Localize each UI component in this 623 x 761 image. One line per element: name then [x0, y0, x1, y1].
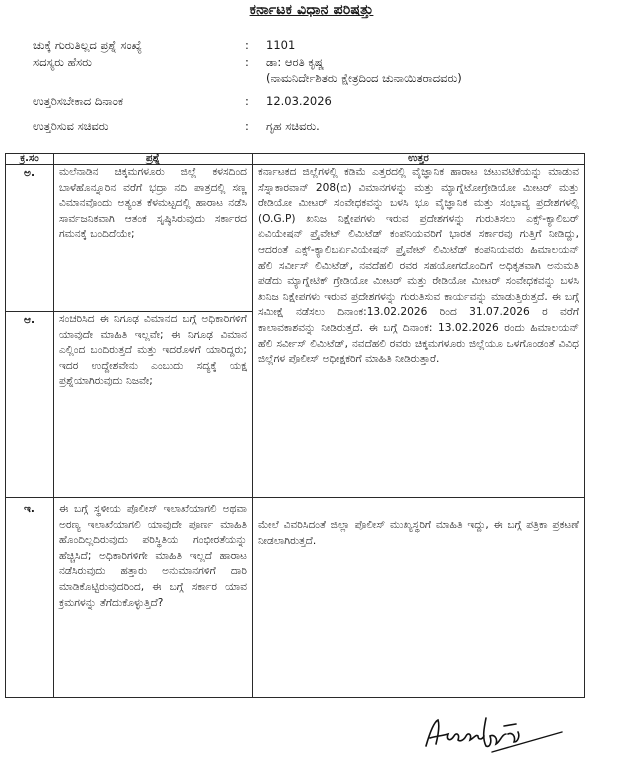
- meta-row-minister: [33, 119, 593, 135]
- signature-icon: [420, 712, 570, 758]
- page-title: ಕರ್ನಾಟಕ ವಿಧಾನ ಪರಿಷತ್ತು: [249, 2, 374, 18]
- meta-label: ಉತ್ತರಿಸಬೇಕಾದ ದಿನಾಂಕ: [33, 94, 123, 108]
- meta-label: ಚುಕ್ಕೆ ಗುರುತಿಲ್ಲದ ಪ್ರಶ್ನೆ ಸಂಖ್ಯೆ: [33, 38, 142, 52]
- table-header-row: [6, 154, 585, 165]
- meta-value-constituency: (ನಾಮನಿರ್ದೇಶಿತರು ಕ್ಷೇತ್ರದಿಂದ ಚುನಾಯಿತರಾದವರು): [266, 71, 462, 85]
- header-question: ಪ್ರಶ್ನೆ: [54, 154, 253, 165]
- meta-label: ಉತ್ತರಿಸುವ ಸಚಿವರು: [33, 119, 109, 133]
- meta-label: ಸದಸ್ಯರು ಹೆಸರು: [33, 55, 92, 69]
- meta-colon: :: [245, 94, 249, 108]
- meta-colon: :: [245, 38, 249, 52]
- row-question: ಈ ಬಗ್ಗೆ ಸ್ಥಳೀಯ ಪೊಲೀಸ್ ಇಲಾಖೆಯಾಗಲಿ ಅಥವಾ ಅರಣ್ಯ ಇಲಾಖೆಯಾಗಲಿ ಯಾವುದೇ ಪೂರ್ಣ ಮಾಹಿತಿ ಹೊಂದಿಲ್ಲದಿರುವುದು ಪರಿಸ್ಥಿತಿಯ ಗಂಭೀರತೆಯನ್ನು ಹೆಚ್ಚಿಸಿದೆ; ಅಧಿಕಾರಿಗಳಿಗೇ ಮಾಹಿತಿ ಇಲ್ಲದೆ ಹಾರಾಟ ನಡೆಸಿರುವುದು ಹತ್ತಾರು ಅನುಮಾನಗಳಿಗೆ ದಾರಿ ಮಾಡಿಕೊಟ್ಟಿರುವುದರಿಂದ, ಈ ಬಗ್ಗೆ ಸರ್ಕಾರ ಯಾವ ಕ್ರಮಗಳನ್ನು ತೆಗೆದುಕೊಳ್ಳುತ್ತಿದೆ?: [54, 498, 253, 698]
- meta-value: ಡಾ: ಆರತಿ ಕೃಷ್ಣ: [266, 55, 325, 69]
- header-serial: ಕ್ರ.ಸಂ: [6, 154, 54, 165]
- row-serial: ಅ.: [6, 165, 54, 312]
- meta-value: 1101: [266, 38, 296, 52]
- meta-row-question-number: [33, 38, 593, 54]
- meta-value: ಗೃಹ ಸಚಿವರು.: [266, 119, 320, 133]
- header-answer: ಉತ್ತರ: [253, 154, 585, 165]
- table-row: [6, 165, 585, 312]
- meta-colon: :: [245, 55, 249, 69]
- row-answer: ಮೇಲೆ ವಿವರಿಸಿದಂತೆ ಜಿಲ್ಲಾ ಪೊಲೀಸ್ ಮುಖ್ಯಸ್ಥರಿಗೆ ಮಾಹಿತಿ ಇದ್ದು, ಈ ಬಗ್ಗೆ ಪತ್ರಿಕಾ ಪ್ರಕಟಣೆ ನೀಡಲಾಗಿರುತ್ತದೆ.: [253, 498, 585, 698]
- meta-colon: :: [245, 119, 249, 133]
- meta-row-member-name: [33, 55, 593, 87]
- row-question: ಮಲೆನಾಡಿನ ಚಿಕ್ಕಮಗಳೂರು ಜಿಲ್ಲೆ ಕಳಸದಿಂದ ಬಾಳೆಹೊನ್ನೂರಿನ ವರೆಗೆ ಭದ್ರಾ ನದಿ ಪಾತ್ರದಲ್ಲಿ ಸಣ್ಣ ವಿಮಾನವೊಂದು ಅತ್ಯಂತ ಕೆಳಮಟ್ಟದಲ್ಲಿ ಹಾರಾಟ ನಡೆಸಿ ಸಾರ್ವಜನಿಕವಾಗಿ ಆತಂಕ ಸೃಷ್ಠಿಸಿರುವುದು ಸರ್ಕಾರದ ಗಮನಕ್ಕೆ ಬಂದಿದೆಯೇ;: [54, 165, 253, 312]
- row-answer: ಕರ್ನಾಟಕದ ಜಿಲ್ಲೆಗಳಲ್ಲಿ ಕಡಿಮೆ ಎತ್ತರದಲ್ಲಿ ವೈಜ್ಞಾನಿಕ ಹಾರಾಟ ಚಟುವಟಿಕೆಯನ್ನು ಮಾಡುವ ಸೆಸ್ನಾಕಾರವಾನ್ 208(ಬಿ) ವಿಮಾನಗಳನ್ನು ಮತ್ತು ಮ್ಯಾಗ್ನೆಟೋಗ್ರೇಡಿಯೋ ಮೀಟರ್ ಮತ್ತು ರೇಡಿಯೋ ಮೀಟರ್ ಸಂವೇಧಕವನ್ನು ಬಳಸಿ ಭೂ ವೈಜ್ಞಾನಿಕ ಮತ್ತು ಸಂಭಾವ್ಯ ಪ್ರದೇಶಗಳಲ್ಲಿ (O.G.P) ಖನಿಜ ನಿಕ್ಷೇಪಗಳು ಇರುವ ಪ್ರದೇಶಗಳನ್ನು ಗುರುತಿಸಲು ಎಕ್ಸ್-ಕ್ಯಾಲಿಬರ್ ಏವಿಯೇಷನ್ ಪ್ರೈವೇಟ್ ಲಿಮಿಟೆಡ್ ಕಂಪನಿಯವರಿಗೆ ಭಾರತ ಸರ್ಕಾರವು ಗುತ್ತಿಗೆ ನೀಡಿದ್ದು, ಆದರಂತೆ ಎಕ್ಸ್-ಕ್ಯಾಲಿಬರ್ಏವಿಯೇಷನ್ ಪ್ರೈವೇಟ್ ಲಿಮಿಟೆಡ್ ಕಂಪನಿಯವರು ಹಿಮಾಲಯನ್ ಹೆಲಿ ಸರ್ವೀಸ್ ಲಿಮಿಟೆಡ್, ನವದೆಹಲಿ ರವರ ಸಹಯೋಗದೊಂದಿಗೆ ಅಧಿಕೃತವಾಗಿ ಅನುಮತಿ ಪಡೆದು ಮ್ಯಾಗ್ನೇಟಿಕ್ ಗ್ರೇಡಿಯೋ ಮೀಟರ್ ಮತ್ತು ರೇಡಿಯೋ ಮೀಟರ್ ಸಂವೇಧಕವನ್ನು ಬಳಸಿ ಖನಿಜ ನಿಕ್ಷೇಪಗಳು ಇರುವ ಪ್ರದೇಶಗಳನ್ನು ಗುರುತಿಸುವ ಕಾರ್ಯವನ್ನು ಮಾಡುತ್ತಿರುತ್ತದೆ. ಈ ಬಗ್ಗೆ ಸಮೀಕ್ಷೆ ನಡೆಸಲು ದಿನಾಂಕ:13.02.2026 ರಿಂದ 31.07.2026 ರ ವರೆಗೆ ಕಾಲಾವಕಾಶವನ್ನು ನೀಡಿರುತ್ತದೆ. ಈ ಬಗ್ಗೆ ದಿನಾಂಕ: 13.02.2026 ರಂದು ಹಿಮಾಲಯನ್ ಹೆಲಿ ಸರ್ವೀಸ್ ಲಿಮಿಟೆಡ್, ನವದೆಹಲಿ ರವರು ಚಿಕ್ಕಮಗಳೂರು ಜಿಲ್ಲೆಯೂ ಒಳಗೊಂಡಂತೆ ವಿವಿಧ ಜಿಲ್ಲೆಗಳ ಪೊಲೀಸ್ ಅಧೀಕ್ಷಕರಿಗೆ ಮಾಹಿತಿ ನೀಡಿರುತ್ತಾರೆ.: [253, 165, 585, 498]
- meta-value: 12.03.2026: [266, 94, 332, 108]
- table-row: [6, 498, 585, 698]
- row-serial: ಆ.: [6, 312, 54, 498]
- qa-table: [5, 153, 585, 698]
- row-question: ಸಂಚರಿಸಿದ ಈ ನಿಗೂಢ ವಿಮಾನದ ಬಗ್ಗೆ ಅಧಿಕಾರಿಗಳಿಗೆ ಯಾವುದೇ ಮಾಹಿತಿ ಇಲ್ಲವೇ; ಈ ನಿಗೂಢ ವಿಮಾನ ಎಲ್ಲಿಂದ ಬಂದಿರುತ್ತದೆ ಮತ್ತು ಇದರೊಳಗೆ ಯಾರಿದ್ದರು; ಇದರ ಉದ್ದೇಶವೇನು ಎಂಬುದು ಸದ್ಯಕ್ಕೆ ಯಕ್ಷ ಪ್ರಶ್ನೆಯಾಗಿರುವುದು ನಿಜವೇ;: [54, 312, 253, 498]
- row-serial: ಇ.: [6, 498, 54, 698]
- meta-row-answer-date: [33, 94, 593, 110]
